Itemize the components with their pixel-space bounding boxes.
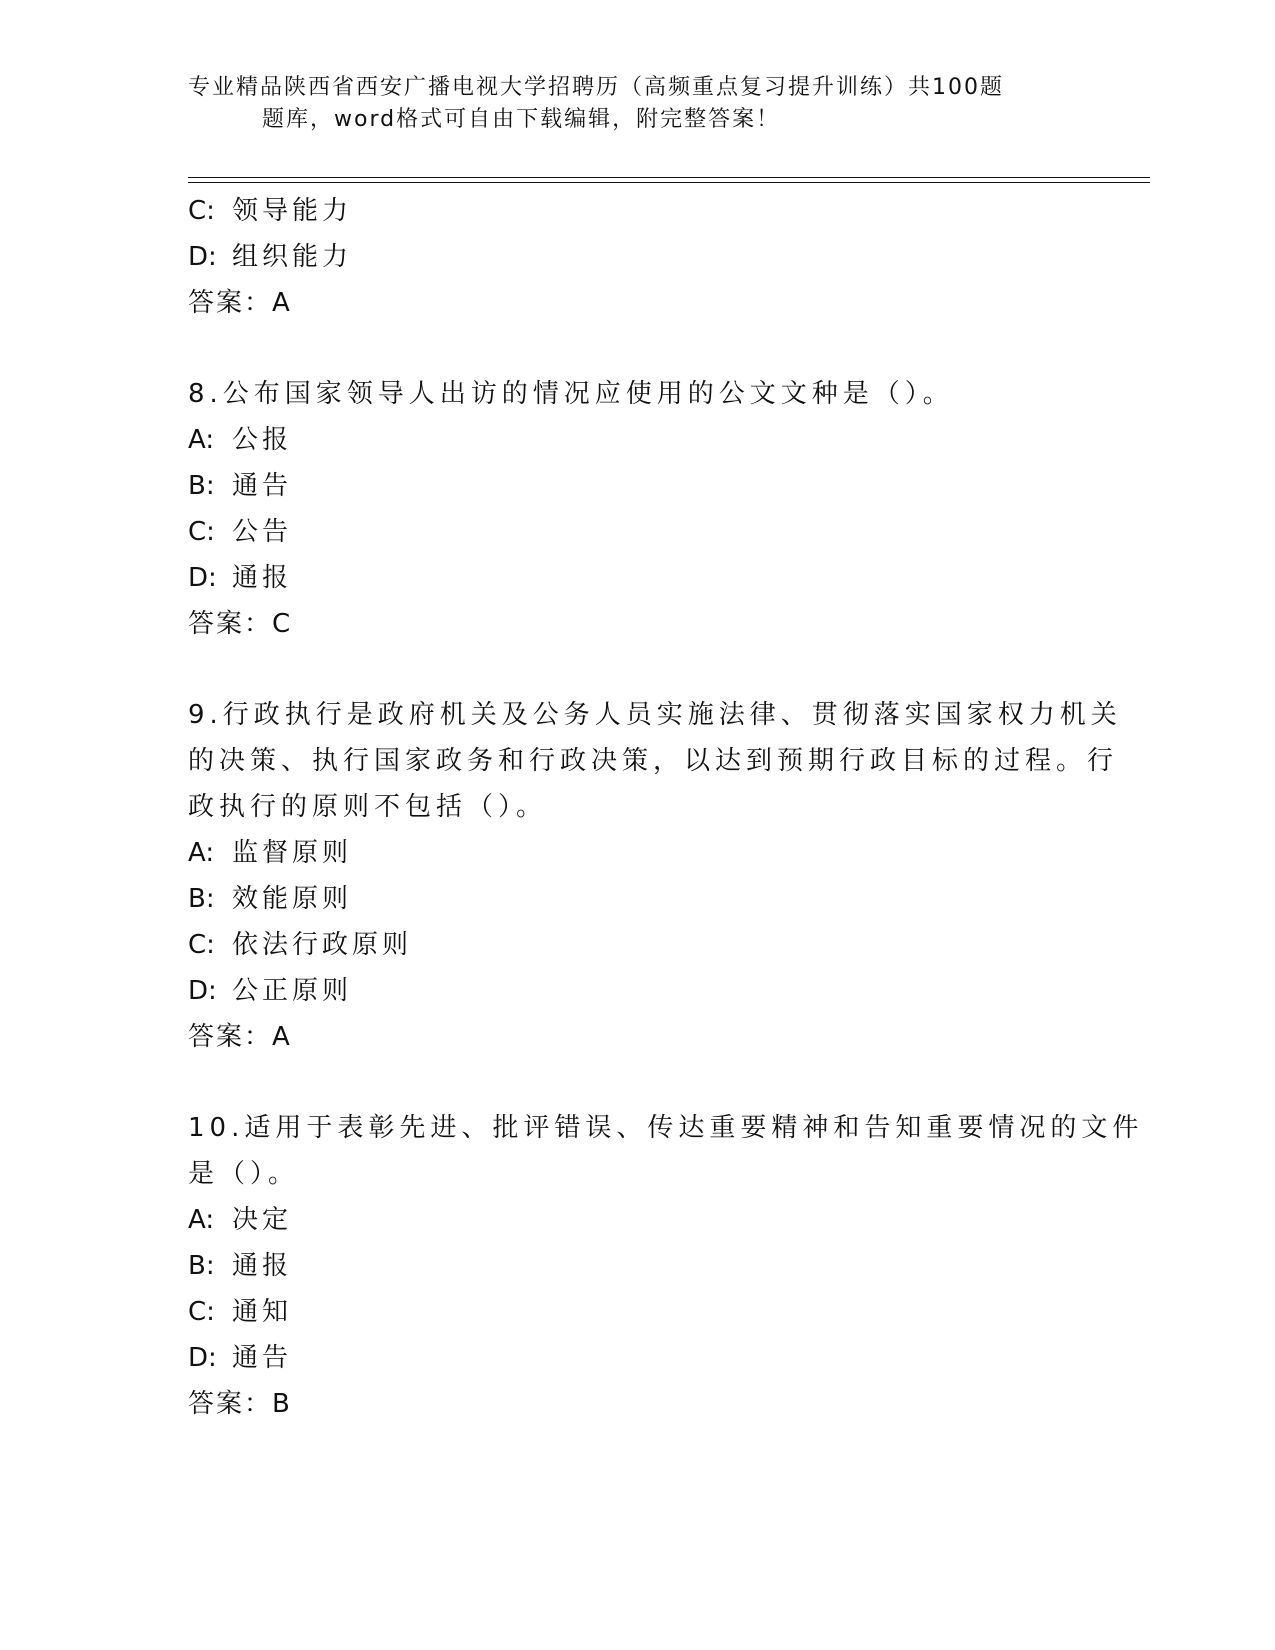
option-a: A: 公报	[188, 425, 293, 455]
question-7-tail	[188, 188, 1088, 326]
answer: 答案：A	[188, 288, 292, 318]
option-d: D: 通报	[188, 563, 293, 593]
option-d: D: 通告	[188, 1343, 293, 1373]
header-line-2: 题库，word格式可自由下载编辑，附完整答案！	[262, 107, 781, 132]
document-header	[188, 72, 1068, 136]
question-content	[188, 188, 1144, 1427]
question-stem: 8.公布国家领导人出访的情况应使用的公文文种是（）。	[188, 379, 954, 409]
question-stem-line-3: 政执行的原则不包括（）。	[188, 792, 548, 822]
question-stem-line-2: 是（）。	[188, 1159, 300, 1189]
header-line-1: 专业精品陕西省西安广播电视大学招聘历（高频重点复习提升训练）共100题	[188, 75, 1004, 100]
header-rule-top	[188, 177, 1150, 178]
option-b: B: 通告	[188, 471, 293, 501]
question-stem-line-1: 9.行政执行是政府机关及公务人员实施法律、贯彻落实国家权力机关	[188, 700, 1122, 730]
option-c: C: 通知	[188, 1297, 293, 1327]
option-a: A: 决定	[188, 1205, 293, 1235]
question-10	[188, 1105, 1144, 1427]
option-b: B: 通报	[188, 1251, 293, 1281]
header-rule-bottom	[188, 182, 1150, 183]
question-stem-line-1: 10.适用于表彰先进、批评错误、传达重要精神和告知重要情况的文件	[188, 1113, 1144, 1143]
option-c: C: 公告	[188, 517, 293, 547]
option-d: D: 组织能力	[188, 242, 353, 272]
question-stem-line-2: 的决策、执行国家政务和行政决策，以达到预期行政目标的过程。行	[188, 746, 1119, 776]
answer: 答案：B	[188, 1389, 292, 1419]
option-c: C: 领导能力	[188, 196, 353, 226]
question-8	[188, 371, 1088, 647]
option-b: B: 效能原则	[188, 884, 353, 914]
answer: 答案：C	[188, 609, 293, 639]
question-9	[188, 692, 1122, 1060]
answer: 答案：A	[188, 1022, 292, 1052]
option-a: A: 监督原则	[188, 838, 353, 868]
option-c: C: 依法行政原则	[188, 930, 413, 960]
option-d: D: 公正原则	[188, 976, 353, 1006]
